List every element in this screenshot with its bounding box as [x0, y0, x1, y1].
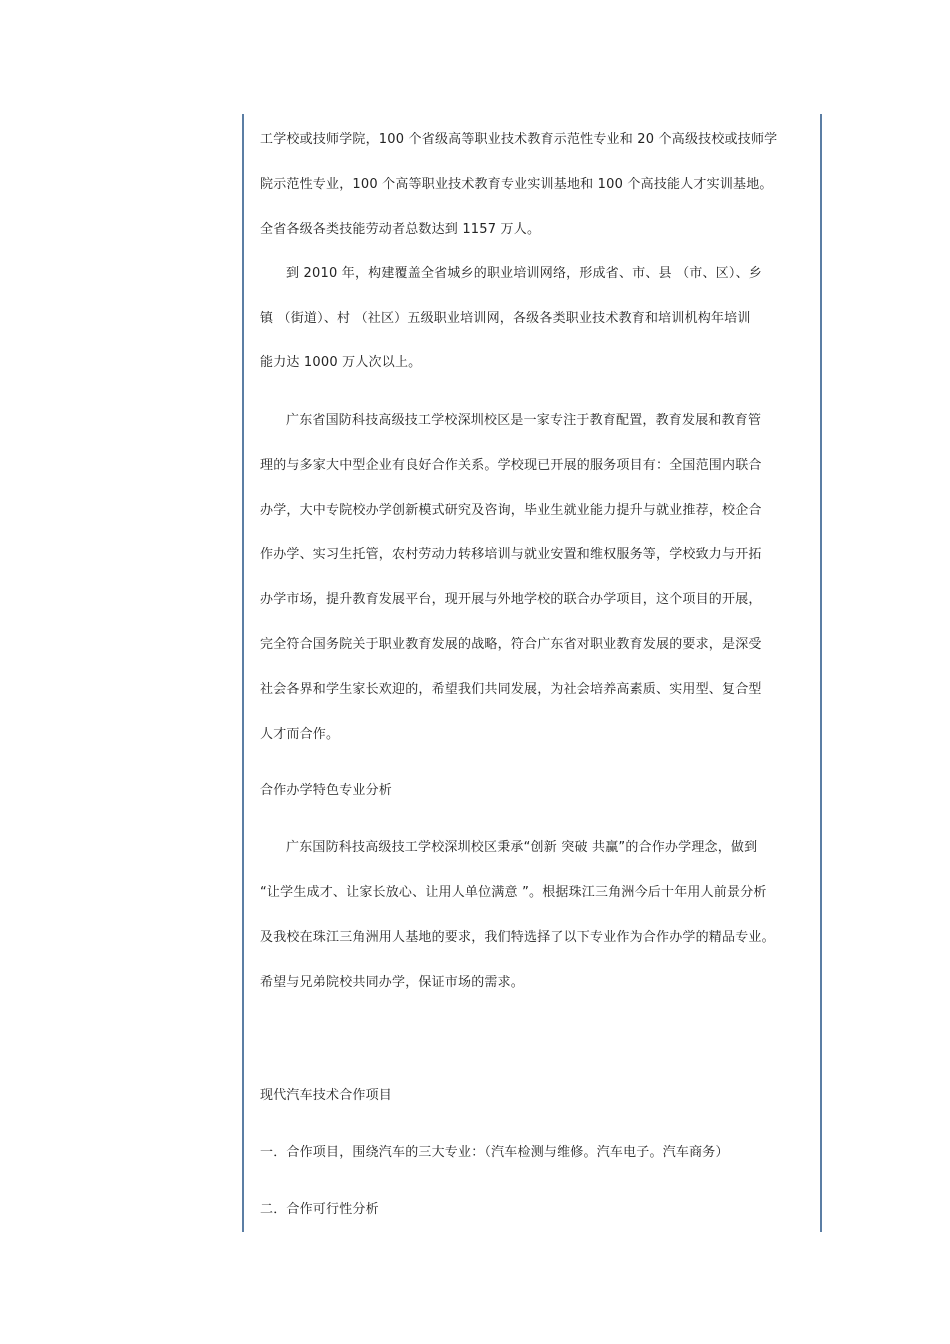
- paragraph-line: 办学，大中专院校办学创新模式研究及咨询，毕业生就业能力提升与就业推荐，校企合: [260, 503, 762, 518]
- paragraph-line: 工学校或技师学院，100 个省级高等职业技术教育示范性专业和 20 个高级技校或技师学: [260, 132, 778, 147]
- paragraph-line: 广东省国防科技高级技工学校深圳校区是一家专注于教育配置，教育发展和教育管: [286, 413, 762, 428]
- left-page-border: [242, 114, 244, 1232]
- paragraph-line: 社会各界和学生家长欢迎的，希望我们共同发展，为社会培养高素质、实用型、复合型: [260, 682, 762, 697]
- paragraph-line: 希望与兄弟院校共同办学，保证市场的需求。: [260, 975, 525, 990]
- paragraph-line: 广东国防科技高级技工学校深圳校区秉承“创新 突破 共赢”的合作办学理念，做到: [286, 840, 758, 855]
- paragraph-line: 镇 （街道）、村 （社区）五级职业培训网，各级各类职业技术教育和培训机构年培训: [260, 311, 751, 326]
- paragraph-line: 全省各级各类技能劳动者总数达到 1157 万人。: [260, 222, 541, 237]
- paragraph-line: 院示范性专业，100 个高等职业技术教育专业实训基地和 100 个高技能人才实训基地。: [260, 177, 773, 192]
- right-page-border: [820, 114, 822, 1232]
- list-item: 二．合作可行性分析: [260, 1202, 379, 1217]
- paragraph-line: 作办学、实习生托管，农村劳动力转移培训与就业安置和维权服务等，学校致力与开拓: [260, 547, 762, 562]
- paragraph-line: 理的与多家大中型企业有良好合作关系。学校现已开展的服务项目有：全国范围内联合: [260, 458, 762, 473]
- section-heading: 现代汽车技术合作项目: [260, 1088, 393, 1103]
- paragraph-line: 完全符合国务院关于职业教育发展的战略，符合广东省对职业教育发展的要求，是深受: [260, 637, 762, 652]
- paragraph-line: 办学市场，提升教育发展平台，现开展与外地学校的联合办学项目，这个项目的开展，: [260, 592, 762, 607]
- paragraph-line: 能力达 1000 万人次以上。: [260, 355, 422, 370]
- paragraph-line: “让学生成才、让家长放心、让用人单位满意 ”。根据珠江三角洲今后十年用人前景分析: [260, 885, 767, 900]
- paragraph-line: 到 2010 年，构建覆盖全省城乡的职业培训网络，形成省、市、县 （市、区）、乡: [286, 266, 762, 281]
- section-heading: 合作办学特色专业分析: [260, 783, 393, 798]
- paragraph-line: 及我校在珠江三角洲用人基地的要求，我们特选择了以下专业作为合作办学的精品专业。: [260, 930, 775, 945]
- paragraph-line: 人才而合作。: [260, 727, 340, 742]
- list-item: 一．合作项目，围绕汽车的三大专业：（汽车检测与维修。汽车电子。汽车商务）: [260, 1145, 729, 1160]
